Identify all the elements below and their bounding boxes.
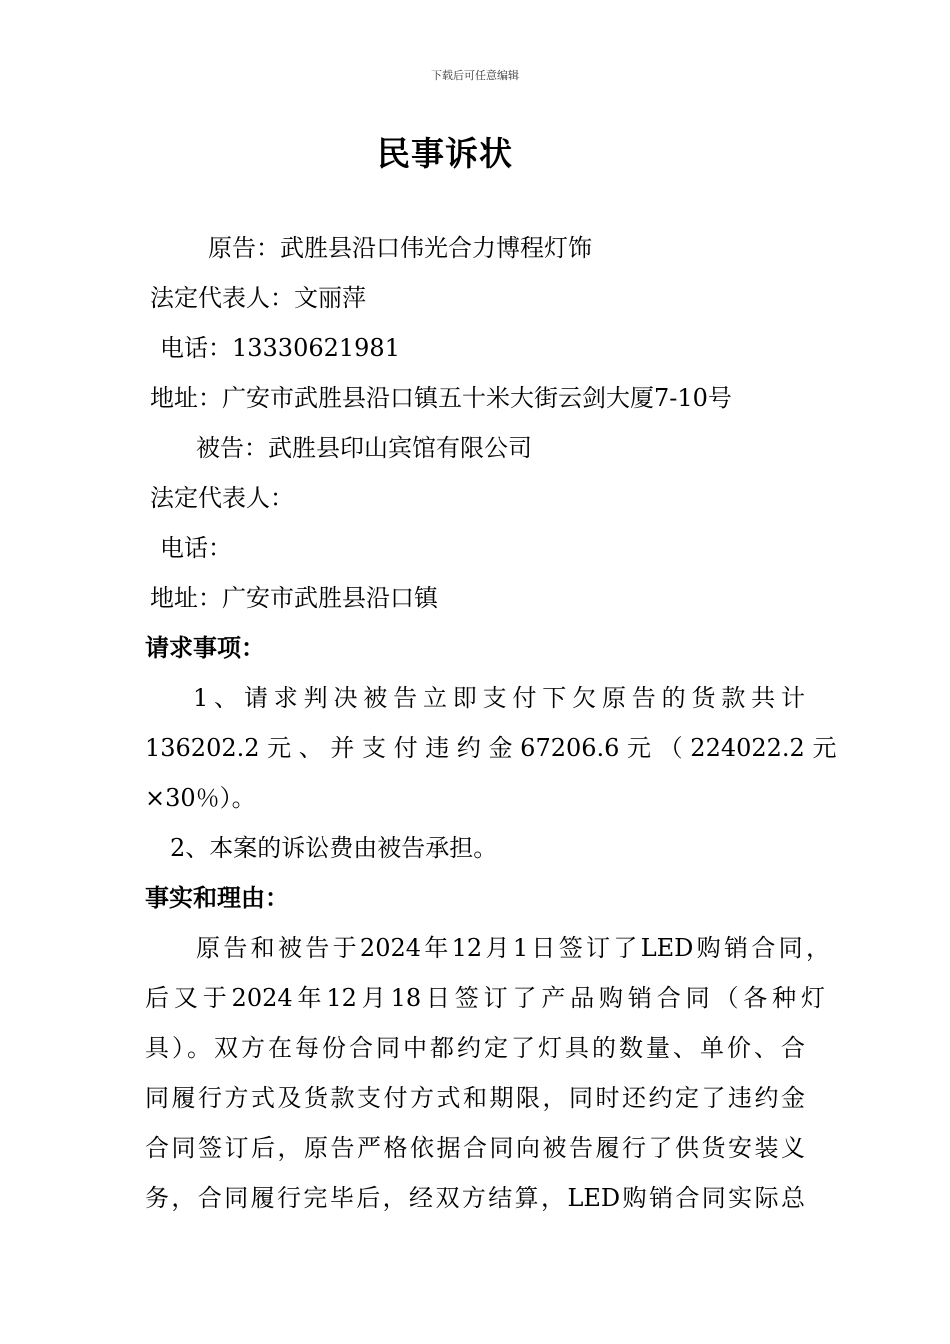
claim-item-1-line-3: ×30％）。	[145, 784, 256, 812]
plaintiff-name: 原告：武胜县沿口伟光合力博程灯饰	[208, 234, 592, 262]
facts-line: 务，合同履行完毕后，经双方结算，LED购销合同实际总	[145, 1184, 805, 1212]
facts-line: 同履行方式及货款支付方式和期限，同时还约定了违约金	[145, 1084, 805, 1112]
plaintiff-address: 地址：广安市武胜县沿口镇五十米大街云剑大厦7-10号	[150, 384, 732, 412]
page-title: 民事诉状	[377, 134, 513, 173]
plaintiff-phone: 电话：13330621981	[160, 334, 400, 362]
claims-heading: 请求事项：	[145, 633, 265, 662]
facts-line: 具）。双方在每份合同中都约定了灯具的数量、单价、合	[145, 1034, 805, 1062]
claim-item-1-line-2: 136202.2 元 、 并 支 付 违 约 金 67206.6 元 （ 224022.2 元	[145, 734, 837, 762]
facts-line: 原告和被告于2024年12月1日签订了LED购销合同，	[196, 934, 830, 962]
claim-item-2: 2、本案的诉讼费由被告承担。	[170, 834, 498, 862]
defendant-representative: 法定代表人：	[150, 484, 294, 512]
defendant-address: 地址：广安市武胜县沿口镇	[150, 584, 438, 612]
defendant-phone: 电话：	[160, 534, 232, 562]
defendant-name: 被告：武胜县印山宾馆有限公司	[196, 434, 532, 462]
claim-item-1-line-1: 1、请求判决被告立即支付下欠原告的货款共计	[193, 684, 805, 712]
facts-line: 后又于2024年12月18日签订了产品购销合同（各种灯	[145, 984, 825, 1012]
facts-heading: 事实和理由：	[145, 883, 289, 912]
plaintiff-representative: 法定代表人：文丽萍	[150, 284, 366, 312]
header-note: 下载后可任意编辑	[431, 69, 519, 82]
facts-line: 合同签订后，原告严格依据合同向被告履行了供货安装义	[145, 1134, 805, 1162]
